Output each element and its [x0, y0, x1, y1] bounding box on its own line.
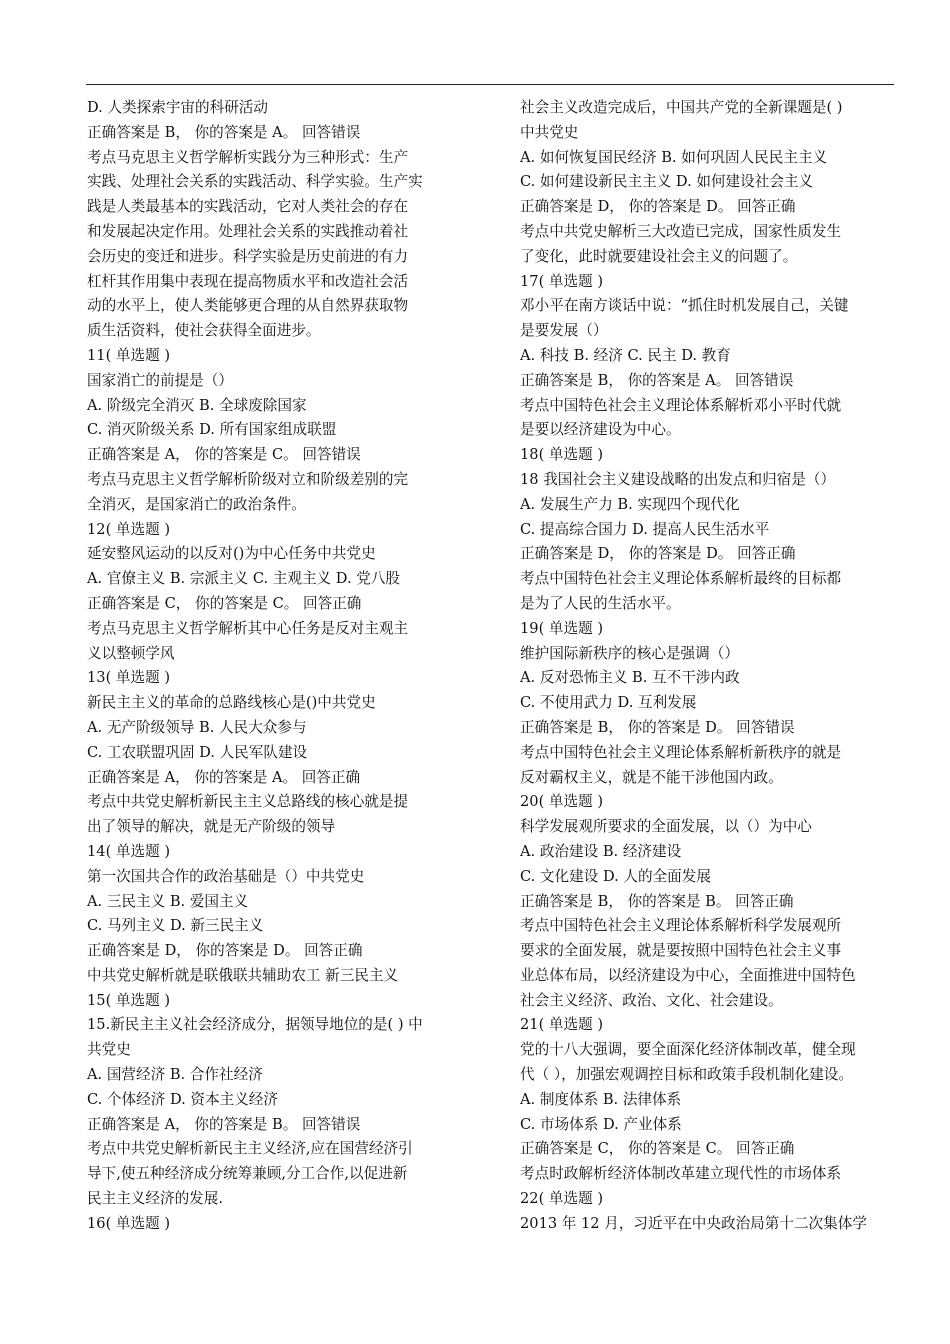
text-line: 正确答案是 C， 你的答案是 C。 回答正确 — [87, 594, 362, 612]
text-line: 22( 单选题 ) — [520, 1190, 604, 1208]
text-line: 是要发展（） — [520, 322, 608, 340]
text-line: 正确答案是 D， 你的答案是 D。 回答正确 — [520, 198, 796, 216]
text-line: A. 制度体系 B. 法律体系 — [520, 1090, 682, 1108]
text-line: A. 反对恐怖主义 B. 互不干涉内政 — [520, 669, 740, 687]
text-line: 延安整风运动的以反对()为中心任务中共党史 — [87, 545, 376, 563]
text-line: 2013 年 12 月，习近平在中央政治局第十二次集体学 — [520, 1214, 867, 1232]
text-line: C. 如何建设新民主主义 D. 如何建设社会主义 — [520, 173, 814, 191]
text-line: 14( 单选题 ) — [87, 842, 171, 860]
text-line: 正确答案是 B， 你的答案是 A。 回答错误 — [87, 123, 361, 141]
text-line: C. 消灭阶级关系 D. 所有国家组成联盟 — [87, 421, 337, 439]
text-line: 民主主义经济的发展. — [87, 1190, 223, 1208]
text-line: 代（ ），加强宏观调控目标和政策手段机制化建设。 — [520, 1066, 853, 1084]
text-line: 考点马克思主义哲学解析实践分为三种形式：生产 — [87, 148, 409, 166]
text-line: 15.新民主主义社会经济成分，据领导地位的是( ) 中 — [87, 1016, 423, 1034]
text-line: C. 个体经济 D. 资本主义经济 — [87, 1090, 278, 1108]
text-line: 质生活资料，使社会获得全面进步。 — [87, 322, 321, 340]
text-line: 考点中国特色社会主义理论体系解析最终的目标都 — [520, 570, 842, 588]
text-line: A. 国营经济 B. 合作社经济 — [87, 1066, 263, 1084]
text-line: 反对霸权主义，就是不能干涉他国内政。 — [520, 768, 783, 786]
text-line: 考点马克思主义哲学解析其中心任务是反对主观主 — [87, 619, 409, 637]
text-line: C. 不使用武力 D. 互利发展 — [520, 694, 697, 712]
text-line: A. 如何恢复国民经济 B. 如何巩固人民民主主义 — [520, 148, 828, 166]
text-line: 维护国际新秩序的核心是强调（） — [520, 644, 739, 662]
text-line: 正确答案是 D， 你的答案是 D。 回答正确 — [87, 942, 363, 960]
text-line: 践是人类最基本的实践活动，它对人类社会的存在 — [87, 198, 409, 216]
text-line: 杠杆其作用集中表现在提高物质水平和改造社会活 — [87, 272, 409, 290]
text-line: A. 发展生产力 B. 实现四个现代化 — [520, 495, 740, 513]
text-line: 20( 单选题 ) — [520, 793, 604, 811]
text-line: 党的十八大强调，要全面深化经济体制改革，健全现 — [520, 1041, 856, 1059]
text-line: 正确答案是 A， 你的答案是 B。 回答错误 — [87, 1115, 361, 1133]
text-line: A. 科技 B. 经济 C. 民主 D. 教育 — [520, 346, 731, 364]
text-line: 考点中国特色社会主义理论体系解析邓小平时代就 — [520, 396, 842, 414]
right-column — [520, 96, 896, 1237]
text-line: 考点中共党史解析新民主主义经济,应在国营经济引 — [87, 1140, 413, 1158]
text-line: 考点中共党史解析三大改造已完成，国家性质发生 — [520, 222, 842, 240]
text-line: 共党史 — [87, 1041, 131, 1059]
left-column — [87, 96, 463, 1237]
text-line: 18 我国社会主义建设战略的出发点和归宿是（） — [520, 470, 836, 488]
text-line: D. 人类探索宇宙的科研活动 — [87, 99, 268, 116]
text-line: C. 市场体系 D. 产业体系 — [520, 1115, 682, 1133]
text-line: 社会主义改造完成后，中国共产党的全新课题是( ) — [520, 99, 843, 116]
text-line: 考点中国特色社会主义理论体系解析新秩序的就是 — [520, 743, 842, 761]
text-line: 中共党史 — [520, 123, 579, 141]
text-line: 新民主主义的革命的总路线核心是()中共党史 — [87, 694, 376, 712]
text-line: A. 三民主义 B. 爱国主义 — [87, 892, 249, 910]
text-line: 中共党史解析就是联俄联共辅助农工 新三民主义 — [87, 966, 399, 984]
text-line: 出了领导的解决，就是无产阶级的领导 — [87, 818, 336, 836]
text-line: C. 工农联盟巩固 D. 人民军队建设 — [87, 743, 308, 761]
text-line: 正确答案是 C， 你的答案是 C。 回答正确 — [520, 1140, 795, 1158]
text-line: 导下,使五种经济成分统筹兼顾,分工合作,以促进新 — [87, 1165, 408, 1183]
text-line: A. 无产阶级领导 B. 人民大众参与 — [87, 718, 307, 736]
text-line: 要求的全面发展，就是要按照中国特色社会主义事 — [520, 942, 842, 960]
text-line: 正确答案是 A， 你的答案是 A。 回答正确 — [87, 768, 361, 786]
text-line: 国家消亡的前提是（） — [87, 371, 233, 389]
text-line: 18( 单选题 ) — [520, 446, 604, 464]
text-line: 17( 单选题 ) — [520, 272, 604, 290]
text-line: 正确答案是 D， 你的答案是 D。 回答正确 — [520, 545, 796, 563]
text-line: 第一次国共合作的政治基础是（）中共党史 — [87, 867, 365, 885]
text-line: 正确答案是 B， 你的答案是 D。 回答错误 — [520, 718, 795, 736]
text-line: 考点中国特色社会主义理论体系解析科学发展观所 — [520, 917, 842, 935]
text-line: 和发展起决定作用。处理社会关系的实践推动着社 — [87, 222, 409, 240]
text-line: 15( 单选题 ) — [87, 991, 171, 1009]
text-line: 正确答案是 B， 你的答案是 A。 回答错误 — [520, 371, 794, 389]
text-line: A. 官僚主义 B. 宗派主义 C. 主观主义 D. 党八股 — [87, 570, 401, 588]
text-line: 21( 单选题 ) — [520, 1016, 604, 1034]
text-line: 会历史的变迁和进步。科学实验是历史前进的有力 — [87, 247, 409, 265]
text-line: 12( 单选题 ) — [87, 520, 171, 538]
text-line: 邓小平在南方谈话中说：“抓住时机发展自己，关键 — [520, 297, 849, 315]
text-line: 16( 单选题 ) — [87, 1214, 171, 1232]
text-line: C. 马列主义 D. 新三民主义 — [87, 917, 264, 935]
text-line: 社会主义经济、政治、文化、社会建设。 — [520, 991, 783, 1009]
text-line: 正确答案是 A， 你的答案是 C。 回答错误 — [87, 446, 361, 464]
text-line: 考点时政解析经济体制改革建立现代性的市场体系 — [520, 1165, 842, 1183]
text-line: A. 政治建设 B. 经济建设 — [520, 842, 682, 860]
text-line: 全消灭，是国家消亡的政治条件。 — [87, 495, 306, 513]
text-line: C. 提高综合国力 D. 提高人民生活水平 — [520, 520, 770, 538]
text-line: 11( 单选题 ) — [87, 346, 171, 364]
text-line: 了变化，此时就要建设社会主义的问题了。 — [520, 247, 798, 265]
text-line: 义以整顿学风 — [87, 644, 175, 662]
text-line: 考点马克思主义哲学解析阶级对立和阶级差别的完 — [87, 470, 409, 488]
text-line: 19( 单选题 ) — [520, 619, 604, 637]
text-line: 实践、处理社会关系的实践活动、科学实验。生产实 — [87, 173, 423, 191]
text-line: 科学发展观所要求的全面发展，以（）为中心 — [520, 818, 812, 836]
text-line: C. 文化建设 D. 人的全面发展 — [520, 867, 711, 885]
text-line: A. 阶级完全消灭 B. 全球废除国家 — [87, 396, 307, 414]
text-line: 考点中共党史解析新民主主义总路线的核心就是提 — [87, 793, 409, 811]
header-rule — [86, 84, 894, 85]
text-line: 正确答案是 B， 你的答案是 B。 回答正确 — [520, 892, 794, 910]
text-line: 动的水平上，使人类能够更合理的从自然界获取物 — [87, 297, 409, 315]
text-line: 是为了人民的生活水平。 — [520, 594, 681, 612]
text-line: 业总体布局，以经济建设为中心，全面推进中国特色 — [520, 966, 856, 984]
text-line: 是要以经济建设为中心。 — [520, 421, 681, 439]
text-line: 13( 单选题 ) — [87, 669, 171, 687]
